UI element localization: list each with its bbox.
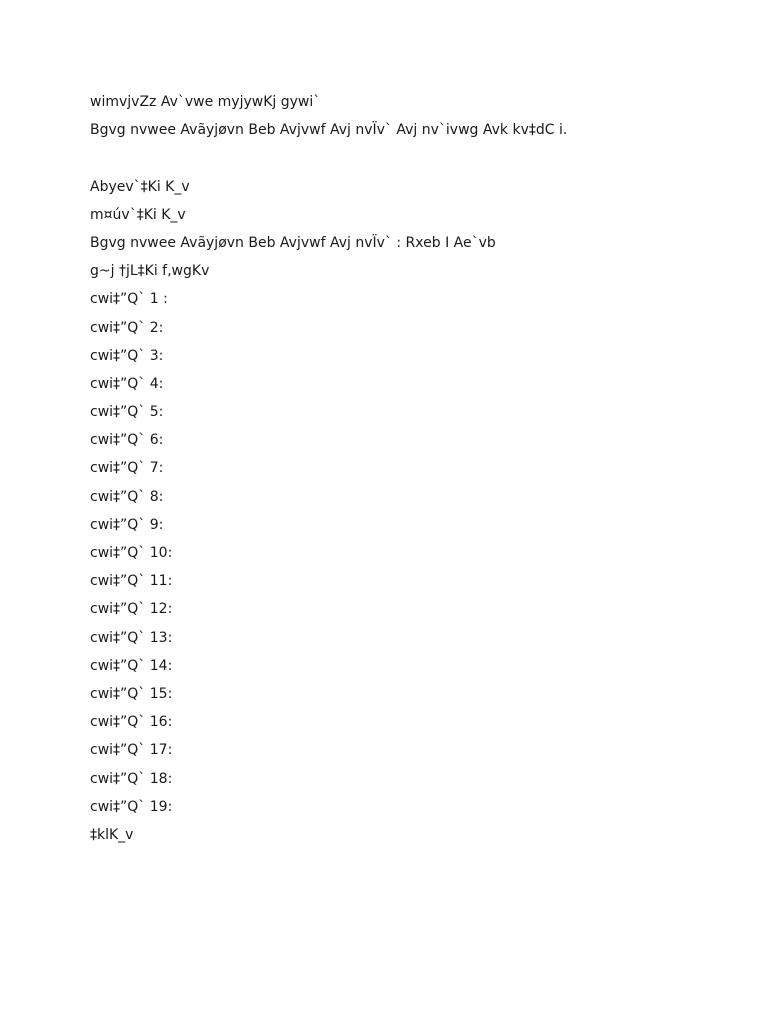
chapter-entry: cwi‡”Q` 1 :: [90, 291, 168, 308]
toc-entry-biography: Bgvg nvwee Avãyjøvn Beb Avjvwf Avj nvÏv` : Rxeb I Ae`vb: [90, 234, 496, 251]
chapter-entry: cwi‡”Q` 16:: [90, 714, 173, 731]
toc-entry-translator-note: Abyev`‡Ki K_v: [90, 178, 190, 195]
toc-entry-editor-note: m¤úv`‡Ki K_v: [90, 206, 186, 223]
document-heading: wimvjvZz Av`vwe myjywKj gywi`: [90, 94, 321, 110]
document-content: [90, 88, 730, 849]
chapter-entry: cwi‡”Q` 6:: [90, 432, 164, 449]
chapter-entry: cwi‡”Q` 4:: [90, 375, 164, 392]
chapter-entry: cwi‡”Q` 13:: [90, 629, 173, 646]
chapter-entry: cwi‡”Q` 12:: [90, 601, 173, 618]
toc-entry-closing: ‡klK_v: [90, 826, 134, 843]
chapter-entry: cwi‡”Q` 15:: [90, 685, 173, 702]
chapter-entry: cwi‡”Q` 14:: [90, 657, 173, 674]
chapter-entry: cwi‡”Q` 5:: [90, 404, 164, 421]
chapter-entry: cwi‡”Q` 2:: [90, 319, 164, 336]
blank-line: [90, 144, 730, 172]
chapter-entry: cwi‡”Q` 9:: [90, 516, 164, 533]
toc-entry-author-preface: g~j †jL‡Ki f‚wgKv: [90, 263, 210, 280]
chapter-entry: cwi‡”Q` 19:: [90, 798, 173, 815]
chapter-entry: cwi‡”Q` 8:: [90, 488, 164, 505]
chapter-entry: cwi‡”Q` 7:: [90, 460, 164, 477]
chapter-entry: cwi‡”Q` 18:: [90, 770, 173, 787]
chapter-entry: cwi‡”Q` 3:: [90, 347, 164, 364]
chapter-entry: cwi‡”Q` 10:: [90, 545, 173, 561]
chapter-entry: cwi‡”Q` 11:: [90, 573, 173, 590]
chapter-entry: cwi‡”Q` 17:: [90, 742, 173, 759]
chapter-list: [90, 285, 730, 821]
document-subheading: Bgvg nvwee Avãyjøvn Beb Avjvwf Avj nvÏv` Avj nv`ivwg Avk kv‡dC i.: [90, 122, 568, 139]
